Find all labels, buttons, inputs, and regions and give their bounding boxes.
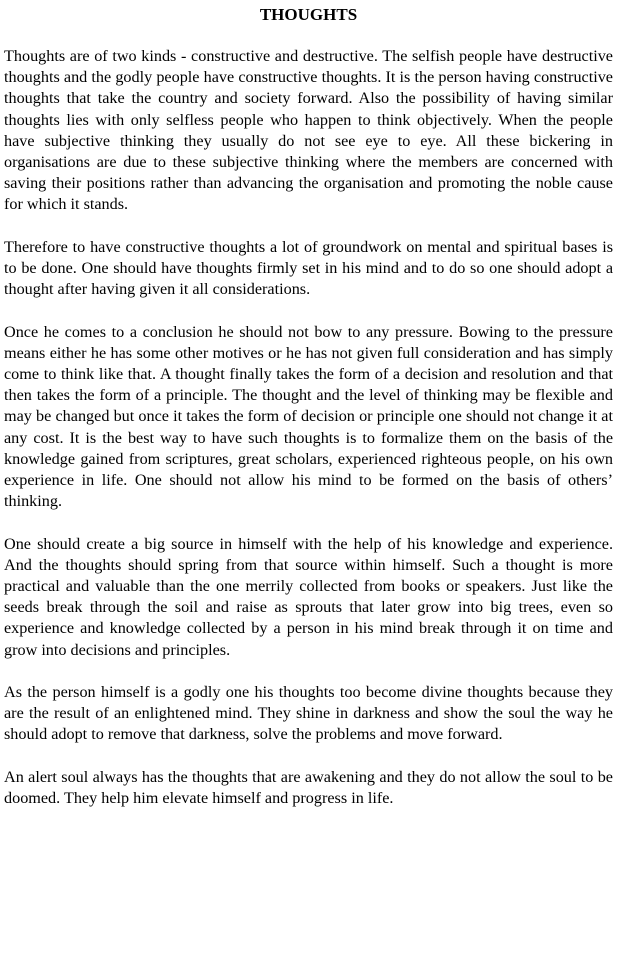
paragraph-2: Therefore to have constructive thoughts a lot of groundwork on mental and spiritual bases is to be done. One should have thoughts firmly set in his mind and to do so one should adopt a thought after having given it all considerations. bbox=[4, 237, 613, 299]
paragraph-5: As the person himself is a godly one his thoughts too become divine thoughts because they are the result of an enlightened mind. They shine in darkness and show the soul the way he should adopt to remove that darkness, solve the problems and move forward. bbox=[4, 683, 613, 744]
paragraph-6: An alert soul always has the thoughts that are awakening and they do not allow the soul to be doomed. They help him elevate himself and progress in life. bbox=[4, 767, 613, 808]
paragraph-1: Thoughts are of two kinds - constructive and destructive. The selfish people have destructive thoughts and the godly people have constructive thoughts. It is the person having constructive thoughts that take the country and society forward. Also the possibility of having similar thoughts lies with only selfless people who happen to think objectively. When the people have subjective thinking they usually do not see eye to eye. All these bickering in organisations are due to these subjective thinking where the members are concerned with saving their positions rather than advancing the organisation and promoting the noble cause for which it stands. bbox=[4, 47, 613, 214]
paragraph-3: Once he comes to a conclusion he should not bow to any pressure. Bowing to the pressure means either he has some other motives or he has not given full consideration and has simply come to think like that. A thought finally takes the form of a decision and resolution and that then takes the form of a principle. The thought and the level of thinking may be flexible and may be changed but once it takes the form of decision or principle one should not change it at any cost. It is the best way to have such thoughts is to formalize them on the basis of the knowledge gained from scriptures, great scholars, experienced righteous people, on his own experience in life. One should not allow his mind to be formed on the basis of others’ thinking. bbox=[4, 322, 613, 511]
document-page bbox=[4, 3, 613, 830]
page-title: THOUGHTS bbox=[259, 5, 358, 24]
paragraph-4: One should create a big source in himself with the help of his knowledge and experience. And the thoughts should spring from that source within himself. Such a thought is more practical and valuable than the one merrily collected from books or speakers. Just like the seeds break through the soil and raise as sprouts that later grow into big trees, even so experience and knowledge collected by a person in his mind break through it on time and grow into decisions and principles. bbox=[4, 534, 613, 659]
